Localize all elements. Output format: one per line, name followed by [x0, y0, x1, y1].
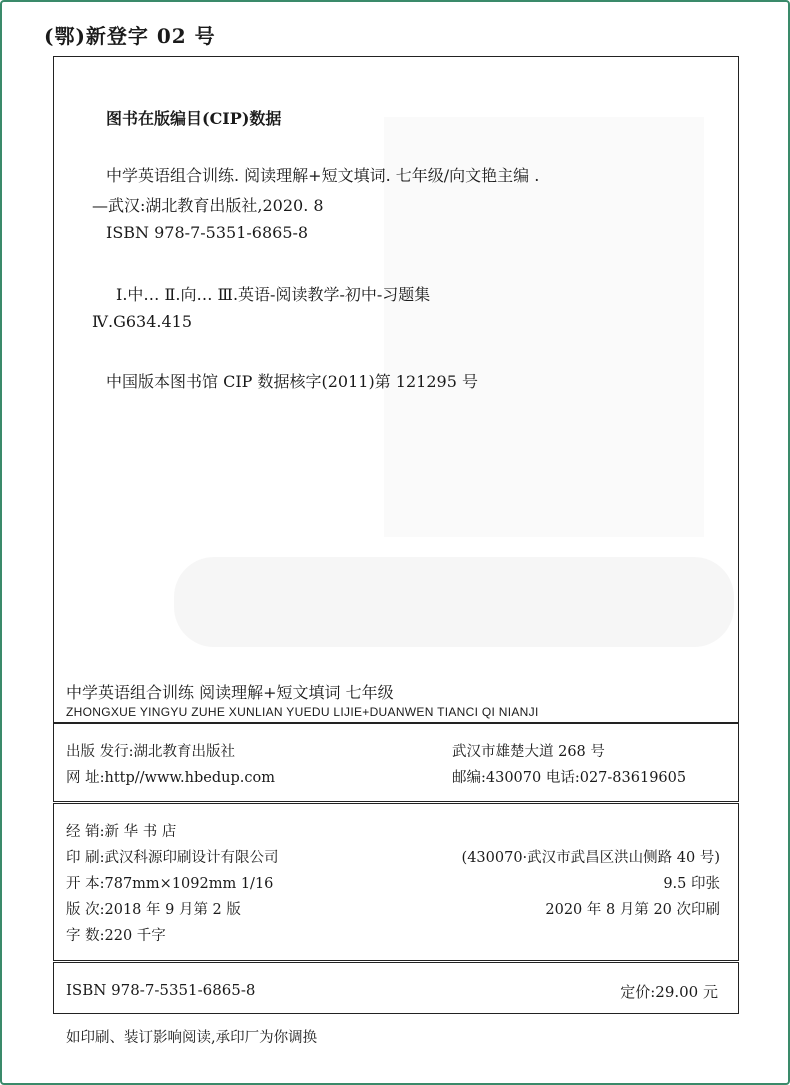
postcode-phone: 邮编:430070 电话:027-83619605: [452, 770, 687, 786]
printing-line: 2020 年 8 月第 20 次印刷: [545, 902, 720, 918]
registration-number: (鄂)新登字 02 号: [44, 24, 216, 48]
edition-line: 版 次:2018 年 9 月第 2 版: [66, 902, 241, 918]
format-line: 开 本:787mm×1092mm 1/16: [66, 876, 274, 892]
footer-isbn: ISBN 978-7-5351-6865-8: [66, 981, 256, 999]
cip-publication-line: —武汉:湖北教育出版社,2020. 8: [92, 196, 324, 215]
book-title-pinyin: ZHONGXUE YINGYU ZUHE XUNLIAN YUEDU LIJIE+DUANWEN TIANCI QI NIANJI: [66, 705, 539, 719]
word-count-line: 字 数:220 千字: [66, 928, 166, 944]
cip-subjects: Ⅰ.中… Ⅱ.向… Ⅲ.英语-阅读教学-初中-习题集: [116, 285, 431, 304]
website-line: 网 址:http//www.hbedup.com: [66, 770, 275, 786]
publisher-line: 出版 发行:湖北教育出版社: [66, 744, 235, 760]
cip-title-line: 中学英语组合训练. 阅读理解+短文填词. 七年级/向文艳主编 .: [106, 166, 540, 185]
printer-line: 印 刷:武汉科源印刷设计有限公司: [66, 850, 279, 866]
price: 定价:29.00 元: [620, 983, 718, 1001]
printer-address: (430070·武汉市武昌区洪山侧路 40 号): [461, 850, 720, 866]
distributor-line: 经 销:新 华 书 店: [66, 824, 177, 840]
publisher-address: 武汉市雄楚大道 268 号: [452, 744, 605, 760]
cip-heading: 图书在版编目(CIP)数据: [106, 109, 282, 128]
cip-core-number: 中国版本图书馆 CIP 数据核字(2011)第 121295 号: [106, 372, 478, 391]
background-watermark-band: [174, 557, 734, 647]
book-title: 中学英语组合训练 阅读理解+短文填词 七年级: [66, 683, 394, 702]
publisher-box: [53, 723, 739, 802]
cip-classification: Ⅳ.G634.415: [92, 312, 193, 331]
cip-isbn: ISBN 978-7-5351-6865-8: [106, 223, 309, 242]
printed-sheets: 9.5 印张: [663, 876, 720, 892]
reprint-note: 如印刷、装订影响阅读,承印厂为你调换: [66, 1030, 318, 1046]
